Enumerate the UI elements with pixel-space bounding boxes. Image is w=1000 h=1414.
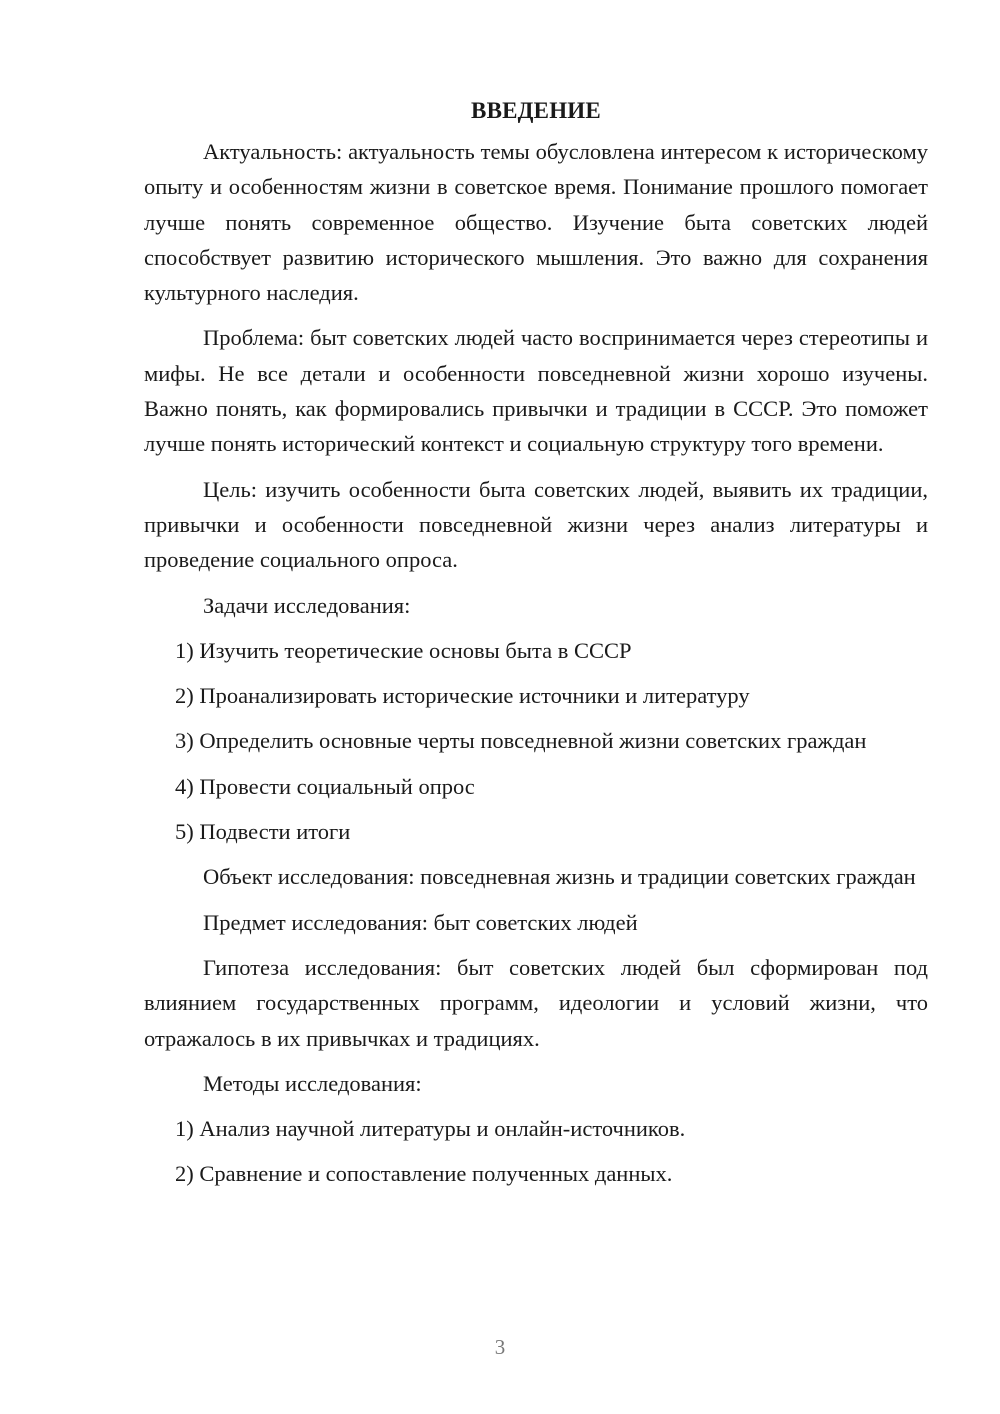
method-item: 2) Сравнение и сопоставление полученных данных.: [175, 1161, 673, 1187]
object-paragraph: Объект исследования: повседневная жизнь и традиции советских граждан: [203, 864, 916, 890]
relevance-paragraph: Актуальность: актуальность темы обусловлена интересом к историческому опыту и особенностям жизни в советское время. Понимание прошлого помогает лучше понять современное общество. Изучение быта советских людей способствует развитию исторического мышления. Это важно для сохранения культурного наследия.: [144, 139, 928, 306]
subject-paragraph: Предмет исследования: быт советских людей: [203, 909, 638, 935]
hypothesis-paragraph: Гипотеза исследования: быт советских людей был сформирован под влиянием государственных программ, идеологии и условий жизни, что отражалось в их привычках и традициях.: [144, 954, 928, 1051]
document-page: [144, 92, 928, 1202]
page-number: 3: [494, 1335, 506, 1359]
task-item: 5) Подвести итоги: [175, 819, 351, 845]
method-item: 1) Анализ научной литературы и онлайн-источников.: [175, 1116, 686, 1142]
task-item: 3) Определить основные черты повседневной жизни советских граждан: [175, 728, 867, 754]
methods-heading: Методы исследования:: [203, 1070, 422, 1096]
task-item: 4) Провести социальный опрос: [175, 773, 475, 799]
section-title: ВВЕДЕНИЕ: [471, 98, 601, 123]
tasks-heading: Задачи исследования:: [203, 592, 411, 618]
problem-paragraph: Проблема: быт советских людей часто воспринимается через стереотипы и мифы. Не все детали и особенности повседневной жизни хорошо изучены. Важно понять, как формировались привычки и традиции в СССР. Это поможет лучше понять исторический контекст и социальную структуру того времени.: [144, 325, 928, 457]
task-item: 1) Изучить теоретические основы быта в СССР: [175, 637, 632, 663]
task-item: 2) Проанализировать исторические источники и литературу: [175, 683, 750, 709]
goal-paragraph: Цель: изучить особенности быта советских людей, выявить их традиции, привычки и особенности повседневной жизни через анализ литературы и проведение социального опроса.: [144, 476, 928, 573]
